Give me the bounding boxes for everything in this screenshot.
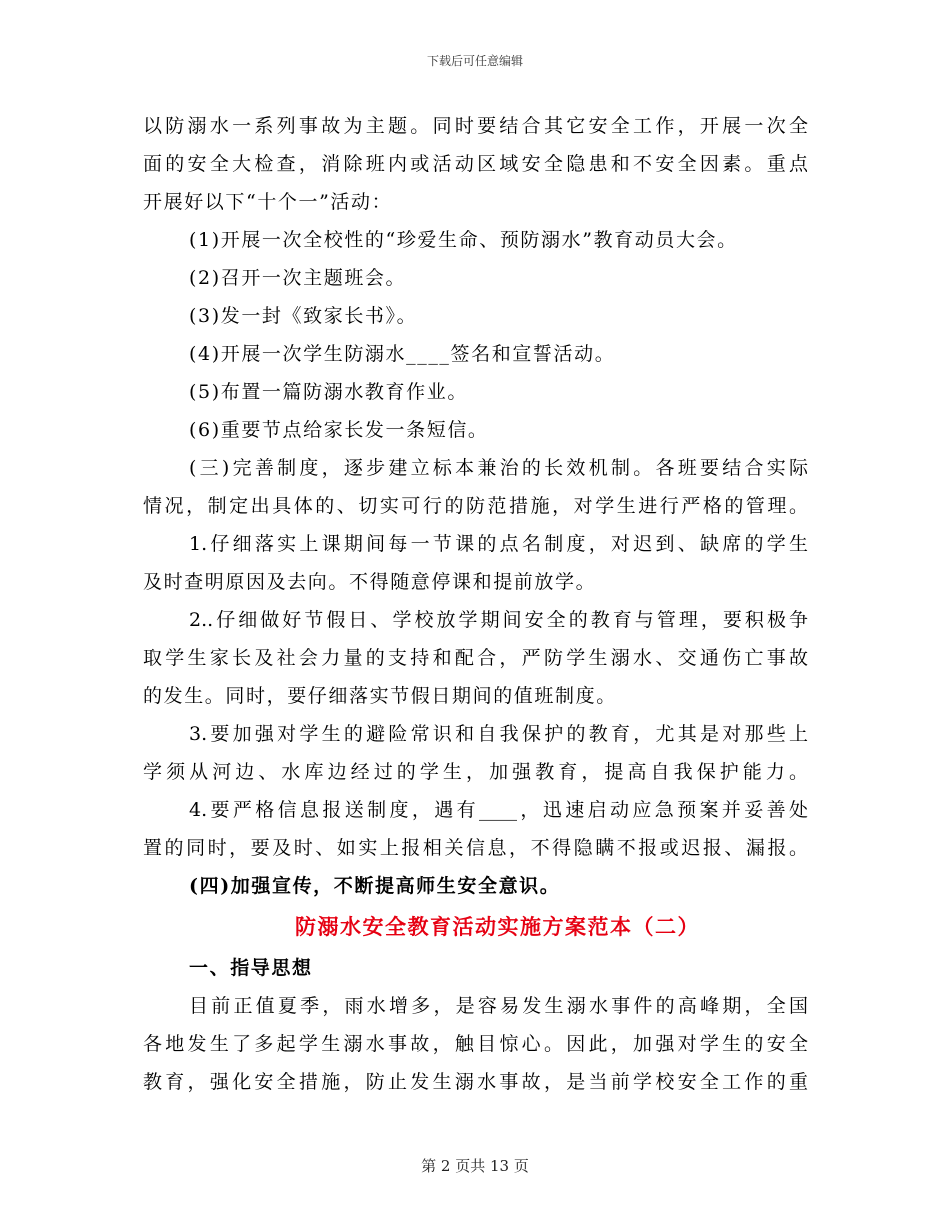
paragraph-line: 目前正值夏季，雨水增多，是容易发生溺水事件的高峰期，全国 [189,995,808,1017]
numbered-item-line: 学须从河边、水库边经过的学生，加强教育，提高自我保护能力。 [143,761,808,783]
numbered-item-line: 取学生家长及社会力量的支持和配合，严防学生溺水、交通伤亡事故 [143,647,808,669]
list-item: (6)重要节点给家长发一条短信。 [189,419,489,441]
paragraph-line: 面的安全大检查，消除班内或活动区域安全隐患和不安全因素。重点 [143,153,808,175]
numbered-item-line: 及时查明原因及去向。不得随意停课和提前放学。 [143,571,597,593]
section-heading: (四)加强宣传，不断提高师生安全意识。 [189,875,561,897]
list-item: (2)召开一次主题班会。 [189,267,407,289]
paragraph-line: 教育，强化安全措施，防止发生溺水事故，是当前学校安全工作的重 [143,1071,808,1093]
paragraph-line: 以防溺水一系列事故为主题。同时要结合其它安全工作，开展一次全 [143,115,808,137]
paragraph-line: (三)完善制度，逐步建立标本兼治的长效机制。各班要结合实际 [189,457,808,479]
list-item: (3)发一封《致家长书》。 [189,305,418,327]
list-item: (5)布置一篇防溺水教育作业。 [189,381,468,403]
numbered-item-line: 的发生。同时，要仔细落实节假日期间的值班制度。 [143,685,617,707]
numbered-item-line: 1.仔细落实上课期间每一节课的点名制度，对迟到、缺席的学生 [189,533,808,555]
numbered-item-line: 4.要严格信息报送制度，遇有____，迅速启动应急预案并妥善处 [189,799,808,821]
list-item: (1)开展一次全校性的“珍爱生命、预防溺水”教育动员大会。 [189,229,738,251]
paragraph-line: 情况，制定出具体的、切实可行的防范措施，对学生进行严格的管理。 [143,495,808,517]
paragraph-line: 各地发生了多起学生溺水事故，触目惊心。因此，加强对学生的安全 [143,1033,808,1055]
page-header: 下载后可任意编辑 [426,54,523,68]
numbered-item-line: 置的同时，要及时、如实上报相关信息，不得隐瞒不报或迟报、漏报。 [143,837,808,859]
document-body [143,107,808,1101]
paragraph-line: 开展好以下“十个一”活动： [143,191,393,213]
sub-heading: 一、指导思想 [189,957,313,979]
document-section-title: 防溺水安全教育活动实施方案范本（二） [295,914,700,939]
list-item: (4)开展一次学生防溺水____签名和宣誓活动。 [189,343,616,365]
page-number: 第 2 页共 13 页 [421,1157,529,1175]
numbered-item-line: 3.要加强对学生的避险常识和自我保护的教育，尤其是对那些上 [189,723,808,745]
numbered-item-line: 2..仔细做好节假日、学校放学期间安全的教育与管理，要积极争 [189,609,808,631]
